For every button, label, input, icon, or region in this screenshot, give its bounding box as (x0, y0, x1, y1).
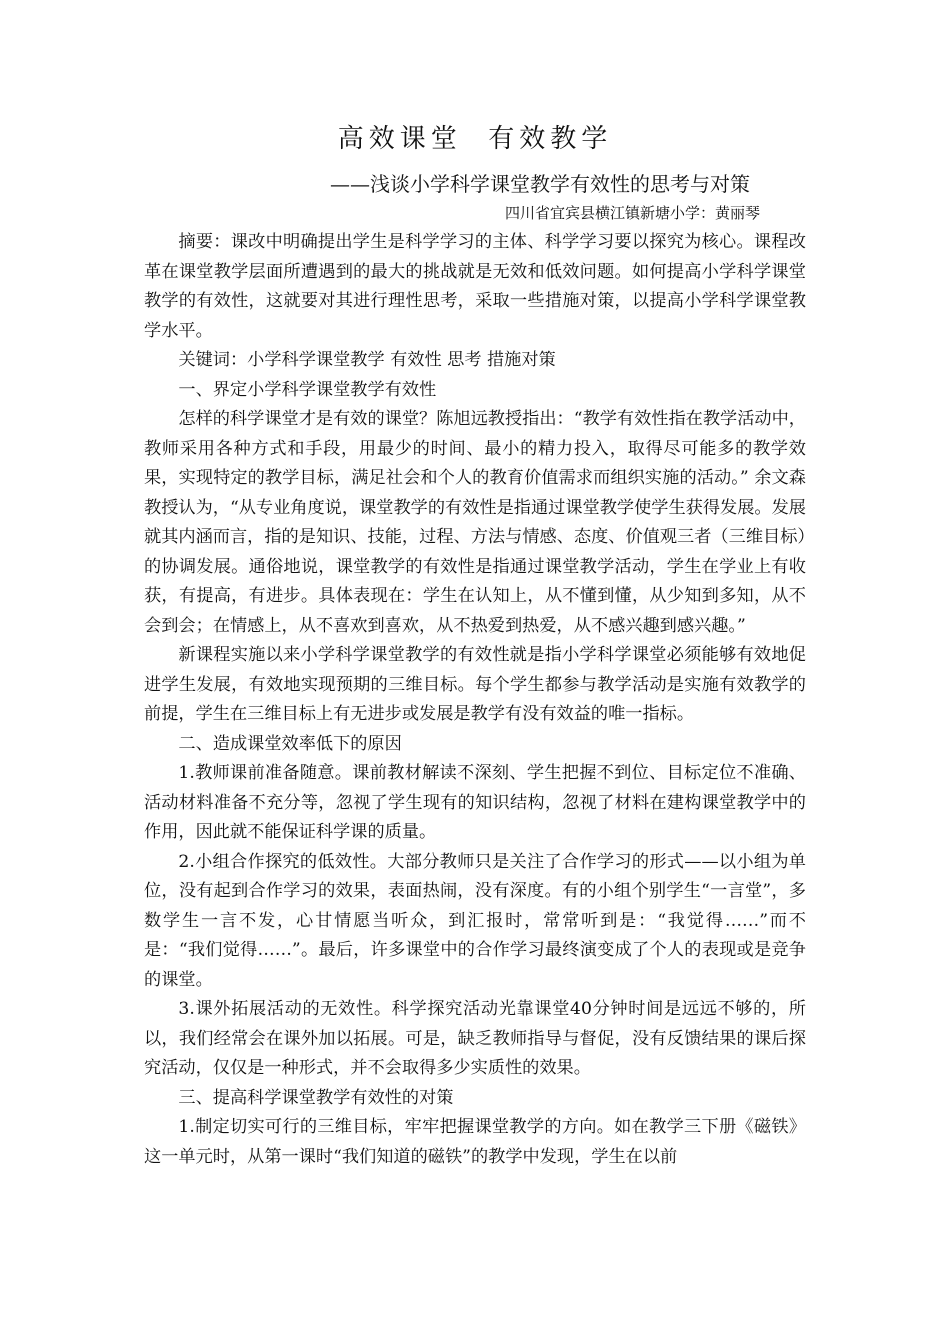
body-paragraph: 3.课外拓展活动的无效性。科学探究活动光靠课堂40分钟时间是远远不够的，所以，我们经常会在课外加以拓展。可是，缺乏教师指导与督促，没有反馈结果的课后探究活动，仅仅是一种形式，并不会取得多少实质性的效果。 (144, 999, 806, 1078)
body-paragraph: 1.教师课前准备随意。课前教材解读不深刻、学生把握不到位、目标定位不准确、活动材料准备不充分等，忽视了学生现有的知识结构，忽视了材料在建构课堂教学中的作用，因此就不能保证科学课的质量。 (144, 763, 806, 842)
body-paragraph: 1.制定切实可行的三维目标，牢牢把握课堂教学的方向。如在教学三下册《磁铁》这一单元时，从第一课时“我们知道的磁铁”的教学中发现，学生在以前 (144, 1117, 806, 1167)
page-title: 高效课堂 有效教学 (337, 124, 613, 154)
body-paragraph: 新课程实施以来小学科学课堂教学的有效性就是指小学科学课堂必须能够有效地促进学生发展，有效地实现预期的三维目标。每个学生都参与教学活动是实施有效教学的前提，学生在三维目标上有无进步或发展是教学有没有效益的唯一指标。 (144, 645, 806, 724)
body-paragraph: 2.小组合作探究的低效性。大部分教师只是关注了合作学习的形式——以小组为单位，没有起到合作学习的效果，表面热闹，没有深度。有的小组个别学生“一言堂”，多数学生一言不发，心甘情愿当听众，到汇报时，常常听到是：“我觉得……”而不是：“我们觉得……”。最后，许多课堂中的合作学习最终演变成了个人的表现或是竞争的课堂。 (144, 851, 806, 990)
page-subtitle: ——浅谈小学科学课堂教学有效性的思考与对策 (330, 172, 750, 196)
section-heading-2: 二、造成课堂效率低下的原因 (178, 733, 402, 754)
document-body (144, 228, 806, 1172)
body-paragraph: 怎样的科学课堂才是有效的课堂？陈旭远教授指出：“教学有效性指在教学活动中，教师采用各种方式和手段，用最少的时间、最小的精力投入，取得尽可能多的教学效果，实现特定的教学目标，满足社会和个人的教育价值需求而组织实施的活动。” 余文森教授认为，“从专业角度说，课堂教学的有效性是指通过课堂教学使学生获得发展。发展就其内涵而言，指的是知识、技能，过程、方法与情感、态度、价值观三者（三维目标）的协调发展。通俗地说，课堂教学的有效性是指通过课堂教学活动，学生在学业上有收获，有提高，有进步。具体表现在：学生在认知上，从不懂到懂，从少知到多知，从不会到会；在情感上，从不喜欢到喜欢，从不热爱到热爱，从不感兴趣到感兴趣。” (144, 409, 806, 636)
abstract-paragraph: 摘要：课改中明确提出学生是科学学习的主体、科学学习要以探究为核心。课程改革在课堂教学层面所遭遇到的最大的挑战就是无效和低效问题。如何提高小学科学课堂教学的有效性，这就要对其进行理性思考，采取一些措施对策，以提高小学科学课堂教学水平。 (144, 232, 806, 341)
keywords-line: 关键词：小学科学课堂教学 有效性 思考 措施对策 (178, 350, 556, 370)
author-line: 四川省宜宾县横江镇新塘小学：黄丽琴 (505, 204, 761, 222)
section-heading-1: 一、界定小学科学课堂教学有效性 (178, 379, 437, 400)
section-heading-3: 三、提高科学课堂教学有效性的对策 (178, 1087, 454, 1108)
